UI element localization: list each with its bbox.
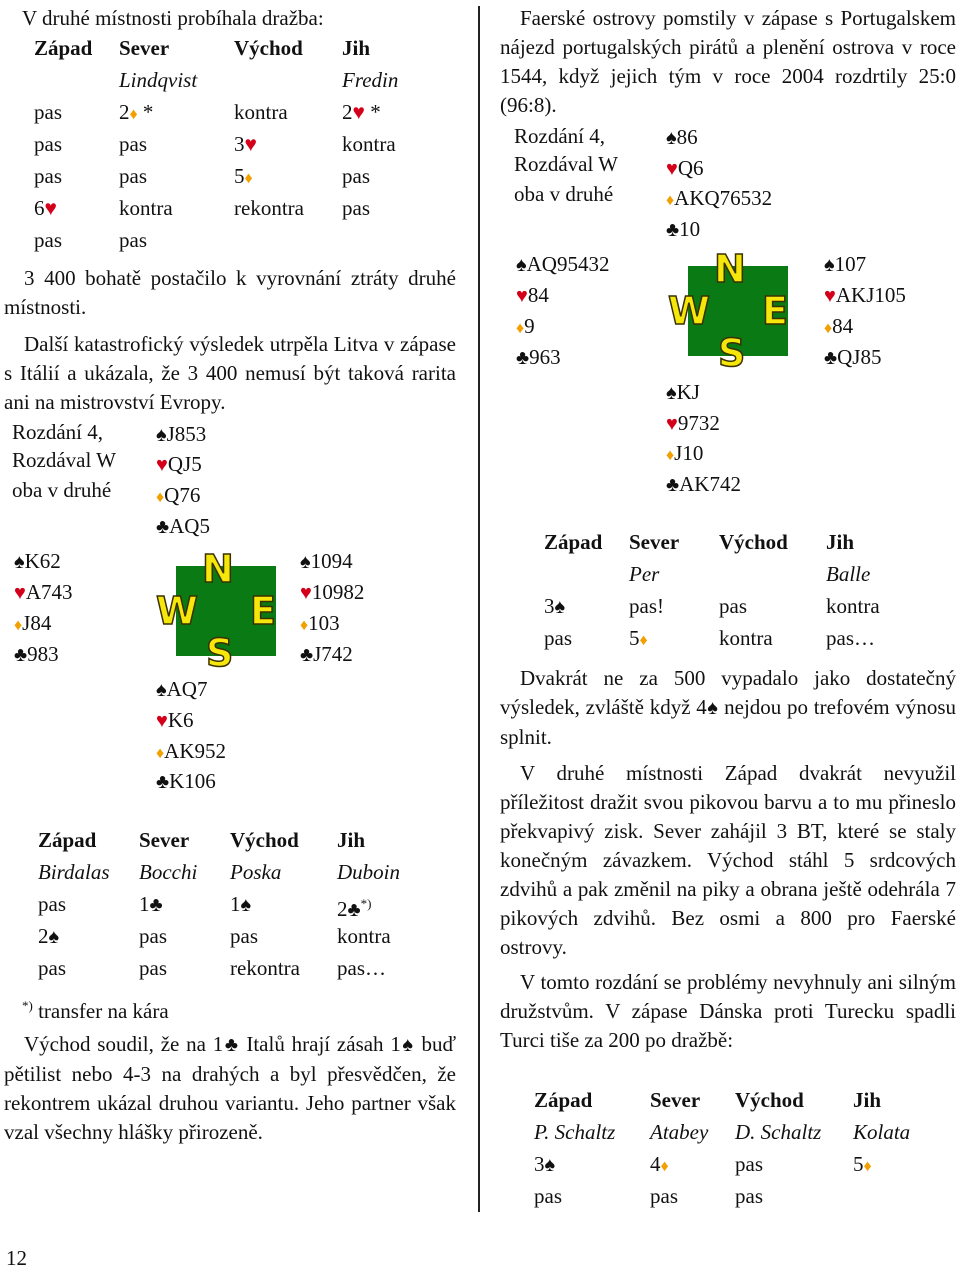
club-icon: ♣ bbox=[156, 516, 170, 538]
bid: 2♣*) bbox=[337, 896, 372, 921]
compass-east-label: E bbox=[762, 289, 788, 333]
spade-icon: ♠ bbox=[706, 697, 719, 719]
diamond-icon: ♦ bbox=[516, 320, 525, 337]
bid: kontra bbox=[826, 594, 880, 618]
footnote: *) transfer na kára bbox=[22, 998, 169, 1023]
header-east: Východ bbox=[234, 36, 303, 60]
page-number: 12 bbox=[6, 1246, 27, 1270]
paragraph: Dvakrát ne za 500 vypadalo jako dostatečný výsledek, zvláště když 4♠ nejdou po trefovém výnosu splnit. bbox=[500, 666, 957, 749]
bid: 4♦ bbox=[650, 1152, 669, 1176]
player-north: Bocchi bbox=[139, 860, 198, 884]
club-icon: ♣ bbox=[347, 899, 361, 921]
spade-icon: ♠ bbox=[240, 894, 252, 916]
bid: 3♠ bbox=[544, 594, 566, 618]
club-icon: ♣ bbox=[149, 894, 163, 916]
bid: kontra bbox=[234, 100, 288, 124]
holding: KJ bbox=[676, 380, 700, 404]
bid: pas bbox=[534, 1184, 562, 1208]
club-icon: ♣ bbox=[666, 474, 680, 496]
club-icon: ♣ bbox=[516, 347, 530, 369]
holding: QJ5 bbox=[167, 452, 202, 476]
diamond-icon: ♦ bbox=[666, 192, 675, 209]
holding: K6 bbox=[167, 708, 194, 732]
diamond-icon: ♦ bbox=[156, 745, 165, 762]
club-icon: ♣ bbox=[666, 219, 680, 241]
diamond-icon: ♦ bbox=[156, 489, 165, 506]
compass-north-label: N bbox=[202, 547, 234, 591]
bid: pas bbox=[38, 956, 66, 980]
paragraph: V tomto rozdání se problémy nevyhnuly ani silným družstvům. V zápase Dánska proti Turecku spadli Turci tiše za 200 po dražbě: bbox=[500, 970, 956, 1052]
holding: 963 bbox=[529, 345, 561, 369]
header-east: Východ bbox=[230, 828, 299, 852]
bid: 5♦ bbox=[853, 1152, 872, 1176]
holding: 10 bbox=[679, 217, 701, 241]
column-divider bbox=[478, 6, 480, 1212]
bid: 5♦ bbox=[234, 164, 253, 188]
holding: AQ5 bbox=[169, 514, 210, 538]
bid: pas bbox=[735, 1152, 763, 1176]
diamond-icon: ♦ bbox=[129, 106, 138, 123]
holding: 84 bbox=[832, 314, 854, 338]
player-east: D. Schaltz bbox=[735, 1120, 822, 1144]
bid: pas bbox=[650, 1184, 678, 1208]
paragraph: Východ soudil, že na 1♣ Italů hrají zásah 1♠ buď pětilist nebo 4-3 na drahých a byl přesvědčen, že rekontrem ukázal druhou variantu. Jeho partner však vzal všechny hlášky přirozeně. bbox=[4, 1032, 457, 1144]
bid: pas bbox=[719, 594, 747, 618]
holding: J10 bbox=[674, 441, 704, 465]
compass-west-label: W bbox=[668, 289, 710, 333]
bid: pas… bbox=[337, 956, 386, 980]
bid: kontra bbox=[342, 132, 396, 156]
intro-text: V druhé místnosti probíhala dražba: bbox=[22, 6, 324, 30]
club-icon: ♣ bbox=[300, 644, 314, 666]
holding: AQ7 bbox=[166, 677, 208, 701]
compass-east-label: E bbox=[250, 589, 276, 633]
compass-north-label: N bbox=[714, 247, 746, 291]
heart-icon: ♥ bbox=[44, 196, 57, 220]
spade-icon: ♠ bbox=[300, 551, 311, 573]
bid: kontra bbox=[719, 626, 773, 650]
header-south: Jih bbox=[337, 828, 366, 852]
header-south: Jih bbox=[342, 36, 371, 60]
player-north: Per bbox=[629, 562, 660, 586]
compass-west-label: W bbox=[156, 589, 198, 633]
diamond-icon: ♦ bbox=[660, 1158, 669, 1175]
bid: pas bbox=[34, 100, 62, 124]
holding: 10982 bbox=[311, 580, 365, 604]
bid: pas bbox=[34, 228, 62, 252]
compass-south-label: S bbox=[718, 331, 746, 375]
club-icon: ♣ bbox=[223, 1034, 240, 1056]
heart-icon: ♥ bbox=[824, 285, 836, 307]
bid: pas… bbox=[826, 626, 875, 650]
heart-icon: ♥ bbox=[14, 582, 26, 604]
spade-icon: ♠ bbox=[554, 596, 566, 618]
header-west: Západ bbox=[544, 530, 603, 554]
holding: 86 bbox=[676, 125, 698, 149]
holding: 107 bbox=[834, 252, 867, 276]
spade-icon: ♠ bbox=[666, 127, 677, 149]
bid: pas! bbox=[629, 594, 664, 618]
deal-info: oba v druhé bbox=[12, 478, 112, 502]
holding: 103 bbox=[308, 611, 340, 635]
header-west: Západ bbox=[38, 828, 97, 852]
header-north: Sever bbox=[650, 1088, 701, 1112]
player-west: P. Schaltz bbox=[534, 1120, 616, 1144]
holding: J742 bbox=[313, 642, 353, 666]
header-west: Západ bbox=[534, 1088, 593, 1112]
diamond-icon: ♦ bbox=[863, 1158, 872, 1175]
diamond-icon: ♦ bbox=[14, 617, 23, 634]
bid: 5♦ bbox=[629, 626, 648, 650]
heart-icon: ♥ bbox=[156, 454, 168, 476]
holding: 9 bbox=[524, 314, 535, 338]
bid: pas bbox=[119, 228, 147, 252]
diamond-icon: ♦ bbox=[244, 170, 253, 187]
diamond-icon: ♦ bbox=[824, 320, 833, 337]
diamond-icon: ♦ bbox=[639, 632, 648, 649]
paragraph: 3 400 bohatě postačilo k vyrovnání ztráty druhé místnosti. bbox=[4, 266, 456, 319]
club-icon: ♣ bbox=[156, 771, 170, 793]
header-north: Sever bbox=[139, 828, 190, 852]
holding: AKJ105 bbox=[835, 283, 906, 307]
bid: 1♣ bbox=[139, 892, 163, 916]
bid: rekontra bbox=[234, 196, 304, 220]
paragraph: Další katastrofický výsledek utrpěla Litva v zápase s Itálií a ukázala, že 3 400 nemusí být taková rarita ani na mistrovství Evropy. bbox=[4, 332, 456, 414]
spade-icon: ♠ bbox=[14, 551, 25, 573]
bid: kontra bbox=[119, 196, 173, 220]
compass-south-label: S bbox=[206, 631, 234, 675]
header-south: Jih bbox=[826, 530, 855, 554]
paragraph: Faerské ostrovy pomstily v zápase s Portugalskem nájezd portugalských pirátů a plenění ostrova v roce 1544, když jejich tým v roce 2004 rozdrtily 25:0 (96:8). bbox=[500, 6, 956, 117]
deal-info: Rozdání 4, bbox=[514, 124, 605, 148]
bid: 2♠ bbox=[38, 924, 60, 948]
header-west: Západ bbox=[34, 36, 93, 60]
holding: J84 bbox=[22, 611, 52, 635]
holding: 84 bbox=[527, 283, 549, 307]
player-south: Duboin bbox=[337, 860, 400, 884]
bid: pas bbox=[38, 892, 66, 916]
bid: 2♦ * bbox=[119, 100, 154, 124]
player-north: Lindqvist bbox=[119, 68, 198, 92]
heart-icon: ♥ bbox=[156, 710, 168, 732]
holding: Q76 bbox=[164, 483, 201, 507]
bid: 2♥ * bbox=[342, 100, 381, 124]
spade-icon: ♠ bbox=[156, 679, 167, 701]
bid: 6♥ bbox=[34, 196, 57, 220]
bid: 3♥ bbox=[234, 132, 257, 156]
holding: 9732 bbox=[677, 411, 720, 435]
header-north: Sever bbox=[119, 36, 170, 60]
holding: AK952 bbox=[164, 739, 227, 763]
heart-icon: ♥ bbox=[666, 413, 678, 435]
holding: J853 bbox=[166, 422, 207, 446]
deal-info: oba v druhé bbox=[514, 182, 614, 206]
player-north: Atabey bbox=[650, 1120, 709, 1144]
club-icon: ♣ bbox=[824, 347, 838, 369]
bid: pas bbox=[139, 924, 167, 948]
heart-icon: ♥ bbox=[300, 582, 312, 604]
spade-icon: ♠ bbox=[666, 382, 677, 404]
holding: 983 bbox=[27, 642, 59, 666]
bid: pas bbox=[34, 132, 62, 156]
header-east: Východ bbox=[735, 1088, 804, 1112]
bid: rekontra bbox=[230, 956, 300, 980]
deal-info: Rozdání 4, bbox=[12, 420, 103, 444]
heart-icon: ♥ bbox=[516, 285, 528, 307]
bid: 3♠ bbox=[534, 1152, 556, 1176]
spade-icon: ♠ bbox=[544, 1154, 556, 1176]
bid: pas bbox=[230, 924, 258, 948]
holding: A743 bbox=[25, 580, 73, 604]
club-icon: ♣ bbox=[14, 644, 28, 666]
heart-icon: ♥ bbox=[244, 132, 257, 156]
player-west: Birdalas bbox=[38, 860, 110, 884]
holding: AK742 bbox=[679, 472, 741, 496]
holding: 1094 bbox=[310, 549, 353, 573]
bid: pas bbox=[119, 164, 147, 188]
bid: pas bbox=[342, 164, 370, 188]
heart-icon: ♥ bbox=[666, 158, 678, 180]
holding: K62 bbox=[24, 549, 61, 573]
spade-icon: ♠ bbox=[48, 926, 60, 948]
header-east: Východ bbox=[719, 530, 788, 554]
bid: pas bbox=[119, 132, 147, 156]
holding: QJ85 bbox=[837, 345, 882, 369]
holding: AQ95432 bbox=[526, 252, 610, 276]
spade-icon: ♠ bbox=[516, 254, 527, 276]
deal-info: Rozdával W bbox=[12, 448, 116, 472]
holding: K106 bbox=[169, 769, 216, 793]
spade-icon: ♠ bbox=[400, 1034, 415, 1056]
bid: pas bbox=[139, 956, 167, 980]
spade-icon: ♠ bbox=[156, 424, 167, 446]
header-north: Sever bbox=[629, 530, 680, 554]
paragraph: V druhé místnosti Západ dvakrát nevyužil příležitost dražit svou pikovou barvu a to mu přineslo překvapivý zisk. Sever zahájil 3 BT, které se staly konečným závazkem. Východ stáhl 5 srdcových zdvihů a pak změnil na piky a obrana ještě odehrála 7 pikových zdvihů. Bez osmi a 800 pro Faerské ostrovy. bbox=[500, 761, 956, 959]
diamond-icon: ♦ bbox=[666, 447, 675, 464]
deal-info: Rozdával W bbox=[514, 152, 618, 176]
player-south: Kolata bbox=[853, 1120, 911, 1144]
bid: kontra bbox=[337, 924, 391, 948]
holding: AKQ76532 bbox=[674, 186, 773, 210]
player-south: Balle bbox=[826, 562, 871, 586]
spade-icon: ♠ bbox=[824, 254, 835, 276]
bid: pas bbox=[342, 196, 370, 220]
bid: pas bbox=[544, 626, 572, 650]
diamond-icon: ♦ bbox=[300, 617, 309, 634]
heart-icon: ♥ bbox=[352, 100, 365, 124]
bid: 1♠ bbox=[230, 892, 252, 916]
player-east: Poska bbox=[230, 860, 282, 884]
header-south: Jih bbox=[853, 1088, 882, 1112]
bid: pas bbox=[735, 1184, 763, 1208]
bid: pas bbox=[34, 164, 62, 188]
player-south: Fredin bbox=[342, 68, 399, 92]
holding: Q6 bbox=[677, 156, 704, 180]
